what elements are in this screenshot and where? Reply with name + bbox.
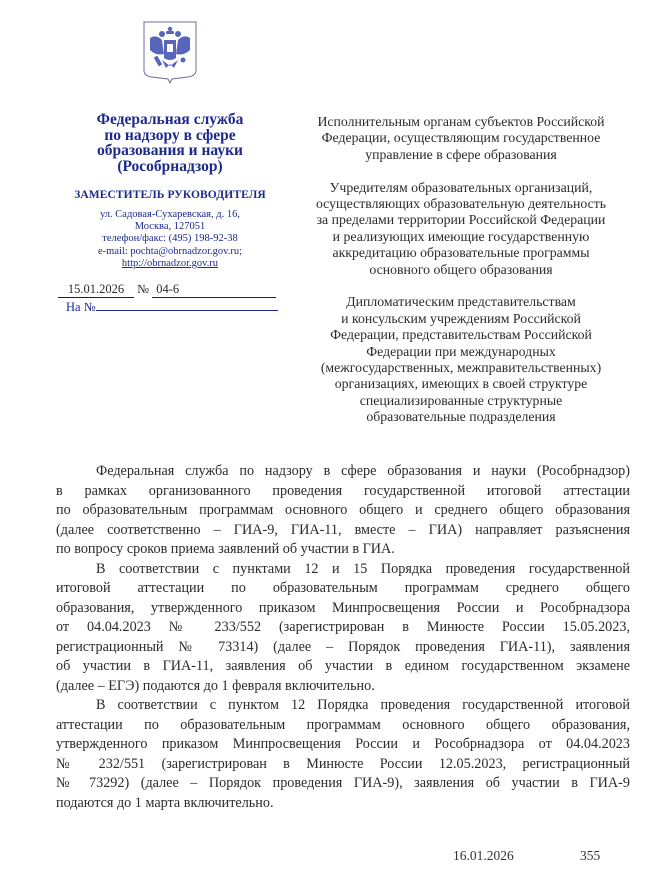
body-line: аттестации по образовательным программам основного общего образования, [56,716,630,733]
website-link[interactable]: http://obrnadzor.gov.ru [121,257,219,269]
body-line: по образовательным программам основного общего и среднего общего образования [56,502,630,518]
reply-label: На № [66,300,96,314]
body-line: регистрационный № 73314) (далее – Порядок проведения ГИА-11), заявления [56,638,630,655]
email-line[interactable]: e-mail: pochta@obrnadzor.gov.ru; [98,245,242,257]
addressee-line: Учредителям образовательных организаций, [329,179,593,195]
contact-block [55,209,285,270]
addressee-line: организациях, имеющих в своей структуре [334,376,588,392]
body-paragraph [56,462,630,560]
addressee-line: управление в сфере образования [365,146,557,162]
registration-block [58,282,280,314]
city-line: Москва, 127051 [134,221,206,233]
registration-row [58,282,280,298]
agency-name-line: образования и науки [97,142,243,159]
addressee-line: образовательные подразделения [366,409,556,425]
body-line: по вопросу сроков приема заявлений об участии в ГИА. [56,541,395,557]
addressee-line: Федерации при международных [366,343,556,359]
body-line: подаются до 1 марта включительно. [56,794,274,811]
addressee-line: специализированные структурные [359,392,563,408]
addressee-line: Федерации, осуществляющим государственное [321,130,601,146]
body-line: в рамках организованного проведения государственной итоговой аттестации [56,482,630,499]
addressees [290,114,632,442]
registration-date: 15.01.2026 [58,282,134,298]
body-paragraph [56,696,630,813]
stamp-date: 16.01.2026 [453,848,514,863]
addressee-group [290,114,632,163]
addressee-group [290,180,632,278]
addressee-line: основного общего образования [369,261,553,277]
addressee-line: и консульским учреждениям Российской [341,310,581,326]
body-line: утвержденного приказом Минпросвещения России и Рособрнадзора от 04.04.2023 [56,736,630,752]
russian-coat-of-arms-icon [142,20,198,84]
addressee-line: (межгосударственных, межправительственных) [320,360,602,376]
body-line: (далее – ЕГЭ) подаются до 1 февраля включительно. [56,677,375,694]
letter-body [56,462,630,813]
reply-number-field [96,298,278,311]
addressee-line: Исполнительным органам субъектов Российской [317,114,605,129]
signatory-position: ЗАМЕСТИТЕЛЬ РУКОВОДИТЕЛЯ [74,189,266,201]
number-label: № [137,282,150,296]
agency-name-line: Федеральная служба [96,111,244,128]
addressee-line: Федерации, представительствам Российской [330,327,592,343]
agency-name-line: (Рособрнадзор) [117,157,223,175]
addressee-line: Дипломатическим представительствам [346,294,576,310]
body-paragraph [56,560,630,697]
phone-line: телефон/факс: (495) 198-92-38 [102,233,238,245]
letterhead [55,20,285,270]
agency-name [55,112,285,174]
reply-row [66,298,280,314]
body-line: от 04.04.2023 № 233/552 (зарегистрирован в Минюсте России 15.05.2023, [56,619,630,635]
agency-name-line: по надзору в сфере [104,126,236,144]
addressee-line: и реализующих имеющие государственную [332,228,590,244]
addressee-line: за пределами территории Российской Федерации [316,212,606,228]
address-line: ул. Садовая-Сухаревская, д. 16, [100,209,240,220]
registration-number: 04-6 [152,282,276,298]
body-line: об участии в ГИА-11, заявления об участии в едином государственном экзамене [56,658,630,674]
body-line: В соответствии с пунктом 12 Порядка проведения государственной итоговой [96,697,630,713]
body-line: образования, утвержденного приказом Минпросвещения России и Рособрнадзора [56,599,630,616]
stamp-number: 355 [580,848,601,863]
body-line: № 232/551 (зарегистрирован в Минюсте России 12.05.2023, регистрационный [56,755,630,772]
addressee-line: аккредитацию образовательные программы [332,245,590,261]
addressee-line: осуществляющих образовательную деятельность [315,196,607,212]
addressee-group [290,294,632,425]
body-line: (далее соответственно – ГИА-9, ГИА-11, вместе – ГИА) направляет разъяснения [56,521,630,538]
body-line: итоговой аттестации по образовательным программам среднего общего [56,580,630,596]
body-line: № 73292) (далее – Порядок проведения ГИА-9), заявления об участии в ГИА-9 [56,775,630,791]
body-line: В соответствии с пунктами 12 и 15 Порядка проведения государственной [96,560,630,577]
body-line: Федеральная служба по надзору в сфере образования и науки (Рособрнадзор) [96,463,630,479]
